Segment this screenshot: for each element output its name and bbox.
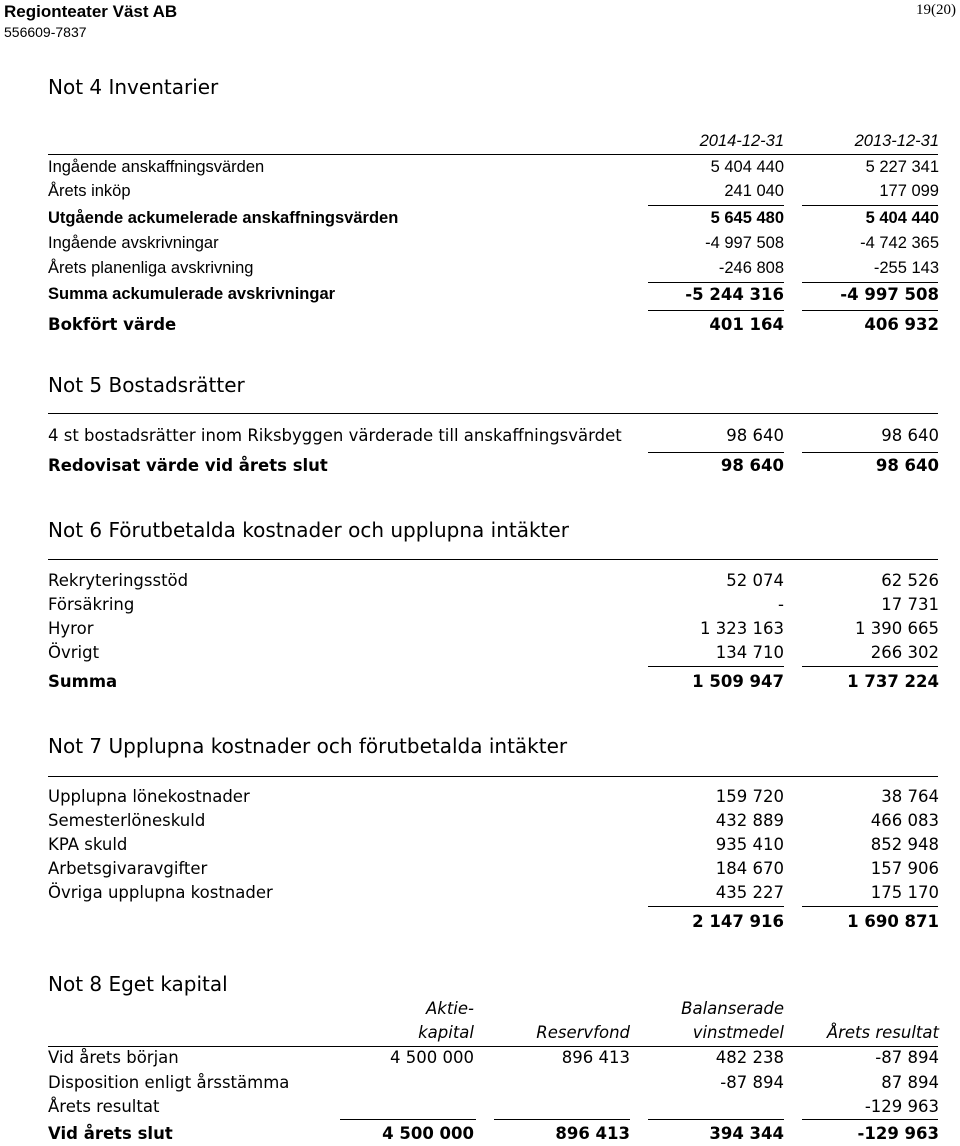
note7-row-v1: 432 889 — [715, 811, 784, 830]
note7-row-v1: 935 410 — [715, 835, 784, 854]
note7-total-rule-1 — [648, 906, 784, 907]
note6-row-label: Försäkring — [48, 595, 135, 614]
note6-row-label: Rekryteringsstöd — [48, 571, 189, 590]
note6-row-v1: 1 509 947 — [692, 672, 784, 691]
note6-row-v2: 1 737 224 — [847, 672, 939, 691]
note6-row-v1: - — [778, 595, 784, 614]
note7-row-v1: 184 670 — [715, 859, 784, 878]
note4-row-label: Ingående anskaffningsvärden — [48, 158, 265, 176]
note8-row-arets: 87 894 — [881, 1073, 939, 1092]
note6-row-v2: 266 302 — [870, 643, 939, 662]
note8-row-balanserade: 482 238 — [715, 1048, 784, 1067]
note7-header-rule — [48, 776, 938, 777]
note5-row-v1: 98 640 — [726, 426, 784, 445]
note4-row-v1: 241 040 — [724, 182, 784, 200]
note8-title: Not 8 Eget kapital — [48, 972, 228, 996]
note8-header-balans-bottom: vinstmedel — [692, 1023, 784, 1042]
note4-row-v1: -246 808 — [718, 259, 784, 277]
note4-row-label: Ingående avskrivningar — [48, 234, 219, 252]
note4-row-label: Utgående ackumelerade anskaffningsvärden — [48, 209, 399, 227]
note4-row-v2: 5 227 341 — [865, 158, 939, 176]
note4-row-v1: 5 645 480 — [710, 209, 784, 227]
note4-col1-header: 2014-12-31 — [699, 132, 784, 150]
note4-row-v2: -4 997 508 — [840, 285, 939, 304]
note8-header-aktie-top: Aktie- — [425, 999, 474, 1018]
note8-total-rule-4 — [802, 1119, 938, 1120]
note7-row-v1: 435 227 — [715, 883, 784, 902]
note8-total-rule-1 — [340, 1119, 476, 1120]
note4-total-rule-2 — [802, 310, 938, 311]
note7-title: Not 7 Upplupna kostnader och förutbetalda intäkter — [48, 734, 568, 758]
note8-row-balanserade: -87 894 — [720, 1073, 784, 1092]
page-number: 19(20) — [916, 2, 956, 18]
note8-row-label: Vid årets början — [48, 1048, 179, 1067]
note6-row-v1: 134 710 — [715, 643, 784, 662]
note4-subtotal-rule-2 — [802, 205, 938, 206]
note8-row-aktiekapital — [314, 1073, 474, 1095]
note4-subtotal-rule-1 — [648, 205, 784, 206]
note4-row-v1: -5 244 316 — [685, 285, 784, 304]
note4-header-rule — [48, 154, 938, 155]
note8-header-reservfond: Reservfond — [536, 1023, 630, 1042]
note6-row-label: Övrigt — [48, 643, 100, 662]
note5-row-v2: 98 640 — [881, 426, 939, 445]
note8-row-reservfond — [480, 1097, 630, 1119]
note5-total-rule-1 — [648, 452, 784, 453]
note8-row-reservfond — [480, 1073, 630, 1095]
note8-row-aktiekapital: 4 500 000 — [382, 1124, 474, 1143]
note4-row-v1: 401 164 — [709, 315, 784, 334]
note8-row-label: Vid årets slut — [48, 1124, 173, 1143]
note7-row-v2: 38 764 — [881, 787, 939, 806]
note5-row-v2: 98 640 — [875, 456, 939, 475]
note8-total-rule-3 — [648, 1119, 784, 1120]
note4-subtotal-rule-3 — [648, 282, 784, 283]
note8-row-balanserade: 394 344 — [709, 1124, 784, 1143]
note7-row-label: Arbetsgivaravgifter — [48, 859, 208, 878]
note5-row-label: Redovisat värde vid årets slut — [48, 456, 328, 475]
note6-row-v2: 17 731 — [881, 595, 939, 614]
note6-row-label: Hyror — [48, 619, 94, 638]
note4-row-v1: 5 404 440 — [710, 158, 784, 176]
note7-row-v2: 466 083 — [870, 811, 939, 830]
note4-row-v2: -4 742 365 — [860, 234, 939, 252]
note5-row-label: 4 st bostadsrätter inom Riksbyggen värderade till anskaffningsvärdet — [48, 426, 622, 445]
note5-row-v1: 98 640 — [720, 456, 784, 475]
note7-row-v2: 175 170 — [870, 883, 939, 902]
note7-total-v2: 1 690 871 — [847, 912, 939, 931]
note8-header-balans-top: Balanserade — [681, 999, 784, 1018]
note4-subtotal-rule-4 — [802, 282, 938, 283]
note7-row-label: Semesterlöneskuld — [48, 811, 206, 830]
note8-header-aktie-bottom: kapital — [418, 1023, 474, 1042]
note5-total-rule-2 — [802, 452, 938, 453]
note7-total-rule-2 — [802, 906, 938, 907]
note7-row-label: KPA skuld — [48, 835, 128, 854]
note6-row-v2: 62 526 — [881, 571, 939, 590]
note4-row-v2: 406 932 — [864, 315, 939, 334]
note8-row-label: Årets resultat — [48, 1097, 160, 1116]
note8-row-arets: -87 894 — [875, 1048, 939, 1067]
note7-row-v2: 157 906 — [870, 859, 939, 878]
note8-row-aktiekapital — [314, 1097, 474, 1119]
note8-row-balanserade — [634, 1097, 784, 1119]
note8-row-label: Disposition enligt årsstämma — [48, 1073, 290, 1092]
note7-row-label: Övriga upplupna kostnader — [48, 883, 273, 902]
note4-row-label: Summa ackumulerade avskrivningar — [48, 285, 336, 303]
note4-col2-header: 2013-12-31 — [854, 132, 939, 150]
note4-row-v2: 5 404 440 — [865, 209, 939, 227]
note6-header-rule — [48, 559, 938, 560]
note8-row-arets: -129 963 — [857, 1124, 939, 1143]
note8-row-reservfond: 896 413 — [561, 1048, 630, 1067]
company-name: Regionteater Väst AB — [4, 2, 178, 21]
note8-row-aktiekapital: 4 500 000 — [390, 1048, 474, 1067]
note5-title: Not 5 Bostadsrätter — [48, 373, 245, 397]
note8-header-rule — [48, 1046, 938, 1047]
note4-row-v2: -255 143 — [873, 259, 939, 277]
org-number: 556609-7837 — [4, 24, 87, 40]
note7-row-v1: 159 720 — [715, 787, 784, 806]
note7-row-label: Upplupna lönekostnader — [48, 787, 250, 806]
note4-title: Not 4 Inventarier — [48, 75, 219, 99]
note6-title: Not 6 Förutbetalda kostnader och upplupna intäkter — [48, 518, 569, 542]
note4-row-label: Årets inköp — [48, 182, 131, 200]
note8-total-rule-2 — [494, 1119, 630, 1120]
note4-row-v1: -4 997 508 — [705, 234, 784, 252]
note7-row-v2: 852 948 — [870, 835, 939, 854]
note6-total-rule-2 — [802, 666, 938, 667]
note4-row-label: Bokfört värde — [48, 315, 177, 334]
note4-total-rule-1 — [648, 310, 784, 311]
note4-row-v2: 177 099 — [879, 182, 939, 200]
note7-total-v1: 2 147 916 — [692, 912, 784, 931]
note6-total-rule-1 — [648, 666, 784, 667]
note4-row-label: Årets planenliga avskrivning — [48, 259, 254, 277]
note5-header-rule — [48, 413, 938, 414]
note8-row-arets: -129 963 — [864, 1097, 939, 1116]
note8-row-reservfond: 896 413 — [555, 1124, 630, 1143]
note6-row-v1: 1 323 163 — [700, 619, 784, 638]
note6-row-label: Summa — [48, 672, 118, 691]
note6-row-v1: 52 074 — [726, 571, 784, 590]
note8-header-arets: Årets resultat — [826, 1023, 939, 1042]
note6-row-v2: 1 390 665 — [855, 619, 939, 638]
